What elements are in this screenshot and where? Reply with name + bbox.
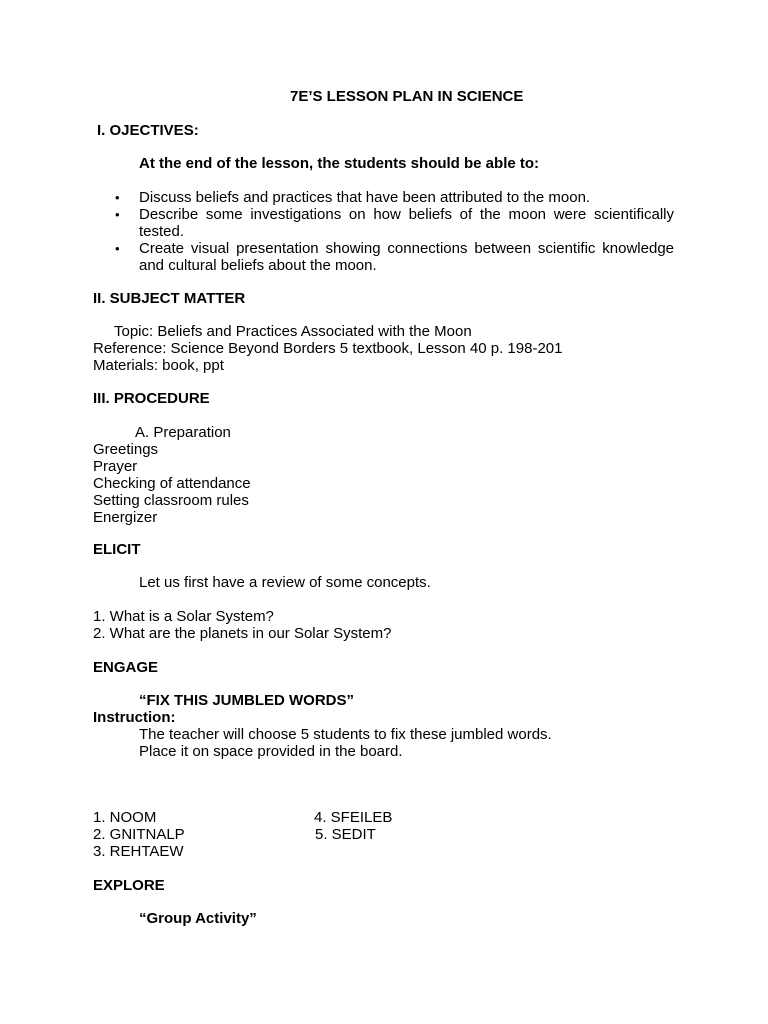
jumbled-word: 1. NOOM <box>93 809 157 826</box>
instruction-line: Place it on space provided in the board. <box>139 743 403 760</box>
elicit-question: 1. What is a Solar System? <box>93 608 274 625</box>
objectives-heading: I. OJECTIVES: <box>97 122 199 139</box>
bullet-icon: • <box>115 207 120 222</box>
procedure-step: Greetings <box>93 441 159 458</box>
subject-materials: Materials: book, ppt <box>93 357 224 374</box>
engage-heading: ENGAGE <box>93 659 159 676</box>
explore-activity-title: “Group Activity” <box>139 910 257 927</box>
subject-topic: Topic: Beliefs and Practices Associated with the Moon <box>114 323 472 340</box>
instruction-text <box>139 726 552 760</box>
subject-reference: Reference: Science Beyond Borders 5 textbook, Lesson 40 p. 198-201 <box>93 340 563 357</box>
jumbled-words-left <box>93 809 185 860</box>
jumbled-word: 5. SEDIT <box>315 826 376 843</box>
instruction-line: The teacher will choose 5 students to fix these jumbled words. <box>139 726 552 743</box>
procedure-step: Energizer <box>93 509 158 526</box>
bullet-icon: • <box>115 190 120 205</box>
jumbled-word: 3. REHTAEW <box>93 843 184 860</box>
procedure-preparation: A. Preparation <box>135 424 231 441</box>
explore-heading: EXPLORE <box>93 877 165 894</box>
elicit-questions <box>93 608 391 642</box>
procedure-steps <box>93 441 251 526</box>
procedure-step: Checking of attendance <box>93 475 251 492</box>
jumbled-word: 4. SFEILEB <box>314 809 393 826</box>
subject-matter-heading: II. SUBJECT MATTER <box>93 290 246 307</box>
procedure-step: Setting classroom rules <box>93 492 249 509</box>
jumbled-words-right <box>314 809 392 843</box>
jumbled-word: 2. GNITNALP <box>93 826 185 843</box>
procedure-step: Prayer <box>93 458 138 475</box>
procedure-heading: III. PROCEDURE <box>93 390 210 407</box>
engage-activity-title: “FIX THIS JUMBLED WORDS” <box>139 692 355 709</box>
bullet-icon: • <box>115 241 120 256</box>
document-title: 7E’S LESSON PLAN IN SCIENCE <box>290 88 524 105</box>
objectives-lead: At the end of the lesson, the students should be able to: <box>139 155 540 172</box>
elicit-heading: ELICIT <box>93 541 141 558</box>
elicit-intro: Let us first have a review of some concepts. <box>139 574 431 591</box>
objective-item: Discuss beliefs and practices that have been attributed to the moon. <box>139 189 591 206</box>
instruction-label: Instruction: <box>93 709 176 726</box>
objective-item: Create visual presentation showing connections between scientific knowledge and cultural beliefs about the moon. <box>139 240 674 274</box>
elicit-question: 2. What are the planets in our Solar System? <box>93 625 392 642</box>
objective-item: Describe some investigations on how beliefs of the moon were scientifically tested. <box>139 206 674 240</box>
